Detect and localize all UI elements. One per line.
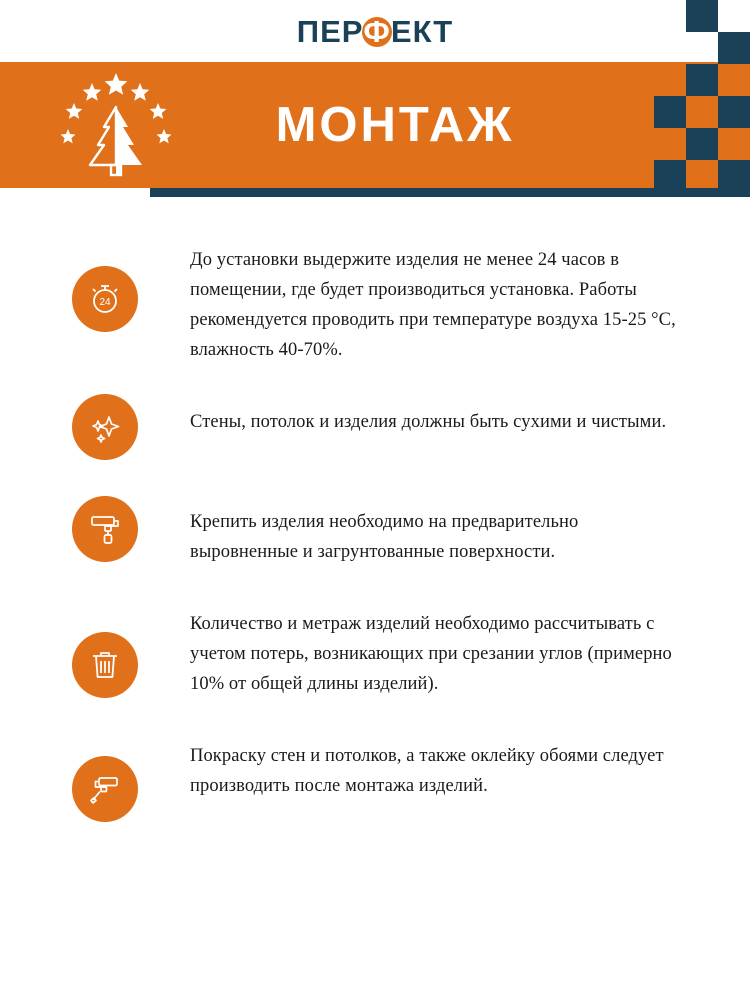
list-item-text: До установки выдержите изделия не менее 24 часов в помещении, где будет производиться установка. Работы рекомендуется проводить при температуре воздуха 15-25 °С, влажность 40-70%. <box>190 250 676 360</box>
paint-roller-angled-icon <box>72 756 138 822</box>
list-item <box>72 738 690 822</box>
paint-roller-icon <box>72 496 138 562</box>
brand-bar <box>0 0 750 62</box>
svg-text:24: 24 <box>99 297 111 308</box>
list-item <box>72 608 690 700</box>
list-item-text: Крепить изделия необходимо на предварительно выровненные и загрунтованные поверхности. <box>190 511 579 562</box>
brand-name-dot: Ф <box>363 14 391 49</box>
list-item <box>72 244 690 366</box>
instructions-list <box>0 188 750 822</box>
sparkle-clean-icon <box>72 394 138 460</box>
brand-name-part-2: ЕКТ <box>390 14 454 49</box>
page-title: МОНТАЖ <box>275 98 515 152</box>
trash-bin-icon <box>72 632 138 698</box>
list-item-text: Стены, потолок и изделия должны быть сухими и чистыми. <box>190 411 667 432</box>
list-item <box>72 400 690 460</box>
list-item <box>72 496 690 568</box>
list-item-text: Покраску стен и потолков, а также оклейку обоями следует производить после монтажа изделий. <box>190 745 664 796</box>
brand-logo <box>0 14 750 50</box>
brand-name-part-1: ПЕР <box>296 14 364 49</box>
list-item-text: Количество и метраж изделий необходимо рассчитывать с учетом потерь, возникающих при срезании углов (примерно 10% от общей длины изделий). <box>190 613 672 694</box>
header-band <box>0 62 750 188</box>
stopwatch-24-icon <box>72 266 138 332</box>
